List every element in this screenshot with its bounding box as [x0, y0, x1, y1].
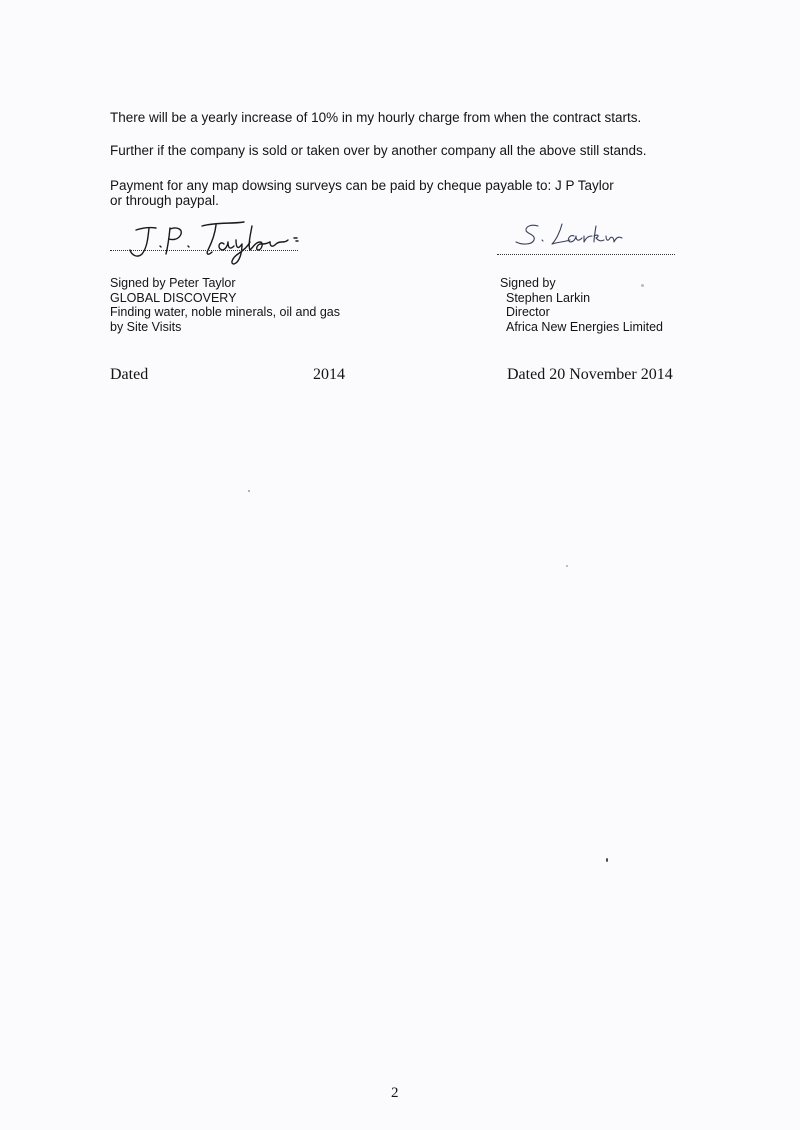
left-signed-by: Signed by Peter Taylor — [110, 276, 236, 290]
left-signatory-block — [110, 276, 340, 334]
right-signer-title: Director — [506, 305, 550, 319]
right-signatory-block — [500, 276, 663, 334]
payment-paragraph-line2: or through paypal. — [110, 193, 219, 208]
page-number: 2 — [391, 1085, 399, 1101]
company-sold-paragraph: Further if the company is sold or taken over by another company all the above still stands. — [110, 143, 647, 158]
left-signature-line — [110, 250, 298, 251]
scan-speck — [641, 284, 644, 287]
scan-speck — [606, 858, 608, 862]
right-dated: Dated 20 November 2014 — [507, 366, 673, 383]
left-dated-label: Dated — [110, 366, 149, 383]
payment-paragraph-line1: Payment for any map dowsing surveys can be paid by cheque payable to: J P Taylor — [110, 178, 614, 193]
right-signature-line — [497, 254, 675, 255]
scan-speck — [566, 565, 568, 567]
left-dated-year: 2014 — [313, 366, 345, 383]
right-signed-by: Signed by — [500, 276, 556, 290]
stephen-larkin-signature — [510, 218, 630, 252]
left-site-visits: by Site Visits — [110, 319, 182, 334]
left-company-name: GLOBAL DISCOVERY — [110, 290, 237, 305]
peter-taylor-signature — [120, 214, 320, 266]
scan-speck — [248, 490, 250, 492]
right-company-name: Africa New Energies Limited — [506, 319, 664, 334]
yearly-increase-paragraph: There will be a yearly increase of 10% in my hourly charge from when the contract starts. — [110, 110, 642, 125]
left-company-description: Finding water, noble minerals, oil and gas — [110, 305, 340, 319]
right-signer-name: Stephen Larkin — [506, 290, 591, 305]
